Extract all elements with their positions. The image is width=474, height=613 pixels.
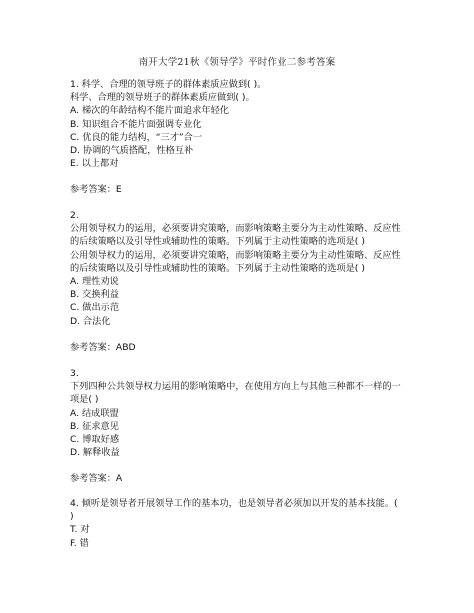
question-4: [70, 497, 410, 550]
page-title: 南开大学21秋《领导学》平时作业二参考答案: [138, 57, 336, 68]
question-3: [70, 367, 410, 486]
option-a: A. 梯次的年龄结构不能片面追求年轻化: [70, 105, 229, 117]
question-text: ): [70, 511, 74, 523]
option-d: D. 合法化: [70, 315, 111, 327]
option-b: B. 征求意见: [70, 420, 119, 432]
reference-answer: 参考答案：A: [70, 473, 123, 485]
question-text: 科学、合理的领导班子的群体素质应做到( )。: [70, 92, 255, 104]
option-a: A. 结成联盟: [70, 407, 119, 419]
option-b: B. 交换利益: [70, 289, 119, 301]
option-a: A. 理性劝说: [70, 276, 119, 288]
option-t: T. 对: [70, 524, 90, 536]
question-text: 1. 科学、合理的领导班子的群体素质应做到( )。: [70, 79, 267, 90]
question-text: 公用领导权力的运用，必须要讲究策略，而影响策略主要分为主动性策略、反应性: [70, 223, 401, 235]
question-number: 2.: [70, 210, 79, 221]
option-c: C. 博取好感: [70, 434, 120, 446]
reference-answer: 参考答案：ABD: [70, 341, 136, 353]
question-text: 的后续策略以及引导性或辅助性的策略。下列属于主动性策略的选项是( ): [70, 236, 365, 248]
option-f: F. 错: [70, 537, 89, 549]
option-b: B. 知识组合不能片面强调专业化: [70, 118, 202, 130]
question-text: 项是( ): [70, 394, 99, 406]
option-c: C. 做出示范: [70, 302, 120, 314]
question-2: [70, 209, 410, 354]
option-e: E. 以上都对: [70, 158, 119, 170]
reference-answer: 参考答案：E: [70, 184, 122, 196]
question-number: 3.: [70, 368, 79, 379]
question-1: [70, 78, 410, 197]
question-text: 下列四种公共领导权力运用的影响策略中，在使用方向上与其他三种都不一样的一: [70, 381, 401, 393]
option-c: C. 优良的能力结构，“三才”合一: [70, 131, 203, 143]
question-text: 的后续策略以及引导性或辅助性的策略。下列属于主动性策略的选项是( ): [70, 262, 365, 274]
question-text: 公用领导权力的运用，必须要讲究策略，而影响策略主要分为主动性策略、反应性: [70, 249, 401, 261]
option-d: D. 解释收益: [70, 447, 120, 459]
question-text: 4. 倾听是领导者开展领导工作的基本功，也是领导者必须加以开发的基本技能。(: [70, 498, 398, 509]
option-d: D. 协调的气质搭配，性格互补: [70, 145, 194, 157]
